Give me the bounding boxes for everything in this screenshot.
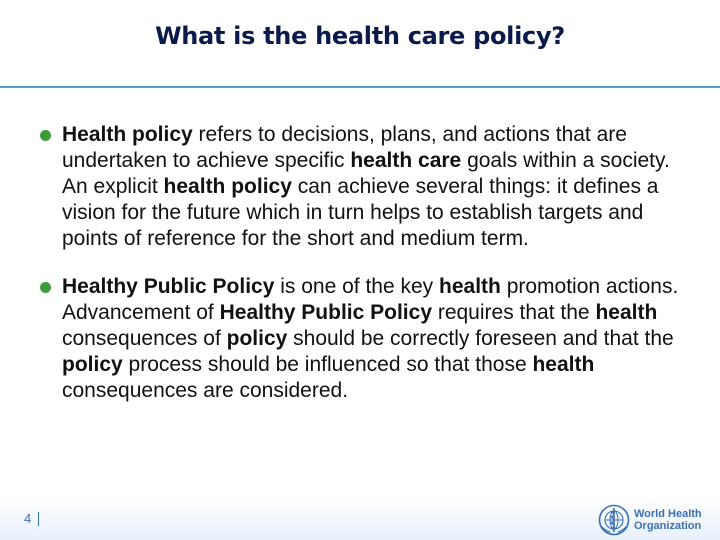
bullet-list (40, 122, 700, 404)
bullet-run: requires that the (432, 301, 596, 324)
bullet-run: is one of the key (274, 275, 440, 298)
bullet-dot-icon (40, 130, 51, 141)
bullet-run: can achieve several things: it defines a vision for the future which in turn helps to establish targets and points of reference for the short and medium term. (62, 175, 659, 250)
who-emblem-icon (598, 504, 630, 536)
bullet-dot-icon (40, 282, 51, 293)
bullet-bold-run: health (595, 301, 658, 324)
bullet-item (40, 274, 700, 404)
bullet-bold-run: policy (62, 353, 123, 376)
bullet-bold-run: health (439, 275, 501, 298)
bullet-text (62, 275, 678, 402)
bullet-bold-run: health (532, 353, 595, 376)
slide-title: What is the health care policy? (155, 22, 565, 50)
bullet-run: refers to decisions, plans, and actions that are undertaken to achieve specific (62, 123, 627, 172)
bullet-run: consequences of (62, 327, 227, 350)
who-logo (598, 504, 714, 536)
logo-line-2: Organization (634, 520, 702, 532)
title-divider (0, 86, 720, 88)
bullet-bold-run: Healthy Public Policy (62, 275, 275, 298)
bullet-bold-run: policy (226, 327, 288, 350)
bullet-run: goals within a society. An explicit (62, 149, 670, 198)
page-number-divider (38, 512, 39, 526)
logo-line-1: World Health (634, 508, 702, 520)
bullet-run: promotion actions. Advancement of (62, 275, 679, 324)
bullet-bold-run: health policy (163, 175, 292, 198)
bullet-bold-run: health care (350, 149, 462, 172)
bullet-bold-run: Health policy (62, 123, 193, 146)
bullet-run: process should be influenced so that those (122, 353, 533, 376)
bullet-text (62, 123, 670, 250)
bullet-item (40, 122, 700, 252)
bullet-run: should be correctly foreseen and that the (287, 327, 674, 350)
bullet-run: consequences are considered. (62, 379, 349, 402)
bullet-bold-run: Healthy Public Policy (219, 301, 432, 324)
page-number: 4 (24, 511, 32, 526)
